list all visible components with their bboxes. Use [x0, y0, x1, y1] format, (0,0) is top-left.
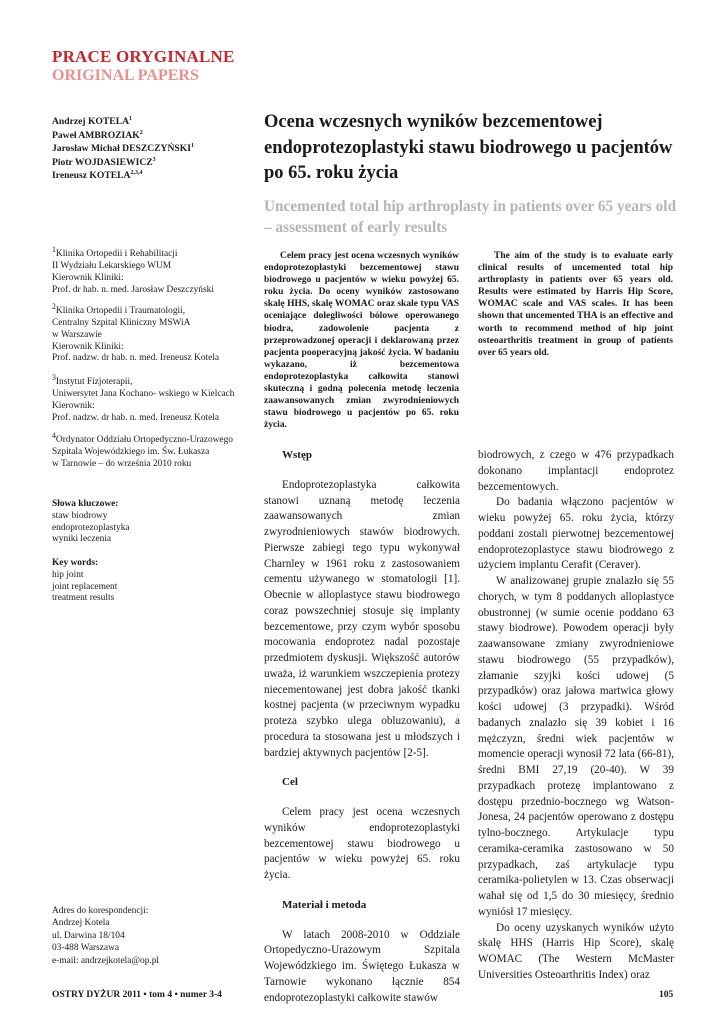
affiliation-2: $^2$Klinika Ortopedii i Traumatologii, Centralny Szpital Kliniczny MSWiA w Warszawie Kierownik Kliniki: Prof. nadzw. dr hab. n. med. Ireneusz Kotela [52, 302, 220, 364]
author-list [52, 114, 222, 182]
affiliation-1: $^1$Klinika Ortopedii i Rehabilitacji II Wydziału Lekarskiego WUM Kierownik Kliniki: Prof. dr hab. n. med. Jarosław Deszczyński [52, 245, 214, 295]
paragraph: Celem pracy jest ocena wczesnych wyników endoprotezoplastyki bezcementowej stawu biodrowego u pacjentów w wieku powyżej 65. roku życia. [264, 806, 460, 881]
paragraph: Do badania włączono pacjentów w wieku powyżej 65. roku życia, którzy poddani zostali pierwotnej bezcementowej endoprotezoplastyce stawu biodrowego z użyciem implantu Cerafit (Ceraver). [478, 496, 674, 572]
paragraph: W latach 2008-2010 w Oddziale Ortopedyczno-Urazowym Szpitala Wojewódzkiego im. Świętego Łukasza w Tarnowie wykonano łącznie 854 endoprotezoplastyki całkowite stawów [264, 928, 460, 1004]
author: Ireneusz KOTELA$^{2,3,4}$ [52, 170, 143, 181]
keywords-en: Key words: hip joint joint replacement treatment results [52, 558, 118, 604]
paragraph: Do oceny uzyskanych wyników użyto skalę HHS (Harris Hip Score), skalę WOMAC (The Western McMaster Universities Osteoarthritis Index) oraz [478, 921, 674, 981]
heading-aim: Cel [282, 776, 298, 789]
keywords-pl: Słowa kluczowe: staw biodrowy endoprotezoplastyka wyniki leczenia [52, 499, 130, 545]
abstract-en: The aim of the study is to evaluate early clinical results of uncemented total hip arthroplasty in patients over 65 years old. Results were estimated by Harris Hip Score, WOMAC scale and VAS scales. It has been shown that uncemented THA is an effective and worth to recommend method of hip joint osteoarthritis treatment in group of patients over 65 years old. [478, 251, 673, 358]
body-column-right [478, 448, 674, 984]
author: Andrzej KOTELA$^1$ [52, 116, 133, 127]
author: Jarosław Michał DESZCZYŃSKI$^1$ [52, 143, 194, 154]
correspondence-address: Adres do korespondencji: Andrzej Kotela ul. Darwina 18/104 03-488 Warszawa e-mail: andrzejkotela@op.pl [52, 905, 252, 967]
heading-method: Materiał i metoda [282, 898, 367, 911]
email-link[interactable]: e-mail: andrzejkotela@op.pl [52, 955, 160, 966]
body-column-left [264, 448, 460, 1006]
section-label-pl: PRACE ORYGINALNE [52, 47, 235, 66]
affiliation-4: $^4$Ordynator Oddziału Ortopedyczno-Urazowego Szpitala Wojewódzkiego im. Św. Łukasza w Tarnowie – do września 2010 roku [52, 431, 233, 469]
article-title-pl: Ocena wczesnych wyników bezcementowej endoprotezoplastyki stawu biodrowego u pacjentów po 65. roku życia [264, 112, 673, 183]
section-label-en: ORIGINAL PAPERS [52, 67, 199, 84]
paragraph: biodrowych, z czego w 476 przypadkach dokonano implantacji endoprotez bezcementowych. [478, 449, 674, 493]
author: Paweł AMBROZIAK$^2$ [52, 129, 143, 141]
abstract-pl: Celem pracy jest ocena wczesnych wyników endoprotezoplastyki bezcementowej stawu biodrowego u pacjentów w wieku powyżej 65. roku życia. Do oceny wyników zastosowano skalę HHS, skalę WOMAC oraz skale typu VAS oceniające dolegliwości bólowe operowanego biodra, zadowolenie pacjenta z przeprowadzonej operacji i deklarowaną przez pacjenta pooperacyjną jakość życia. W badaniu wykazano, iż bezcementowa endoprotezoplastyka całkowita stanowi skuteczną i godną polecenia metodę leczenia zaawansowanych zmian zwyrodnieniowych stawu biodrowego u pacjentów po 65. roku życia. [264, 251, 459, 431]
footer-journal: OSTRY DYŻUR 2011 • tom 4 • numer 3-4 [52, 990, 222, 1000]
article-title-en: Uncemented total hip arthroplasty in patients over 65 years old – assessment of early results [264, 198, 677, 236]
paragraph: W analizowanej grupie znalazło się 55 chorych, w tym 8 poddanych alloplastyce obustronnej (w sumie ocenie poddano 63 stawy biodrowe). Powodem operacji były zaawansowane zmiany zwyrodnieniowe stawu biodrowego (55 przypadków), złamanie szyjki kości udowej (5 przypadków) oraz jałowa martwica głowy kości udowej (3 przypadki). Wśród badanych znalazło się 39 kobiet i 16 mężczyzn, średni wiek pacjentów w momencie operacji wynosił 72 lata (66-81), średni BMI 27,19 (20-40). W 39 przypadkach protezę implantowano z dostępu przednio-bocznego wg Watson-Jonesa, 24 pacjentów operowano z dostępu tylno-bocznego. Artykulacje typu ceramika-ceramika zastosowano w 50 przypadkach, zaś artykulacje typu ceramika-polietylen w 13. Czas obserwacji wahał się od 1,5 do 30 miesięcy, średnio wyniósł 17 miesięcy. [478, 575, 674, 918]
page-number: 105 [659, 990, 674, 1000]
affiliation-3: $^3$Instytut Fizjoterapii, Uniwersytet Jana Kochano- wskiego w Kielcach Kierownik: Prof. nadzw. dr hab. n. med. Ireneusz Kotela [52, 373, 235, 423]
heading-intro: Wstęp [282, 449, 312, 461]
paragraph: Endoprotezoplastyka całkowita stanowi uznaną metodę leczenia zaawansowanych zmian zwyrodnieniowych stawów biodrowych. Pierwsze zabiegi tego typu wykonywał Charnley w 1961 roku z zastosowaniem cementu używanego w stomatologii [1]. Obecnie w alloplastyce stawu biodrowego coraz powszechniej stosuje się implanty bezcementowe, przy czym wybór sposobu mocowania endoprotez nadal pozostaje przedmiotem dyskusji. Większość autorów uważa, iż warunkiem wszczepienia protezy niecementowanej jest dobra jakość tkanki kostnej pacjenta (w przeciwnym wypadku proteza szybko ulega obluzowaniu), a procedura ta stosowana jest u młodszych i bardziej aktywnych pacjentów [2-5]. [264, 478, 460, 759]
author: Piotr WOJDASIEWICZ$^3$ [52, 156, 156, 168]
